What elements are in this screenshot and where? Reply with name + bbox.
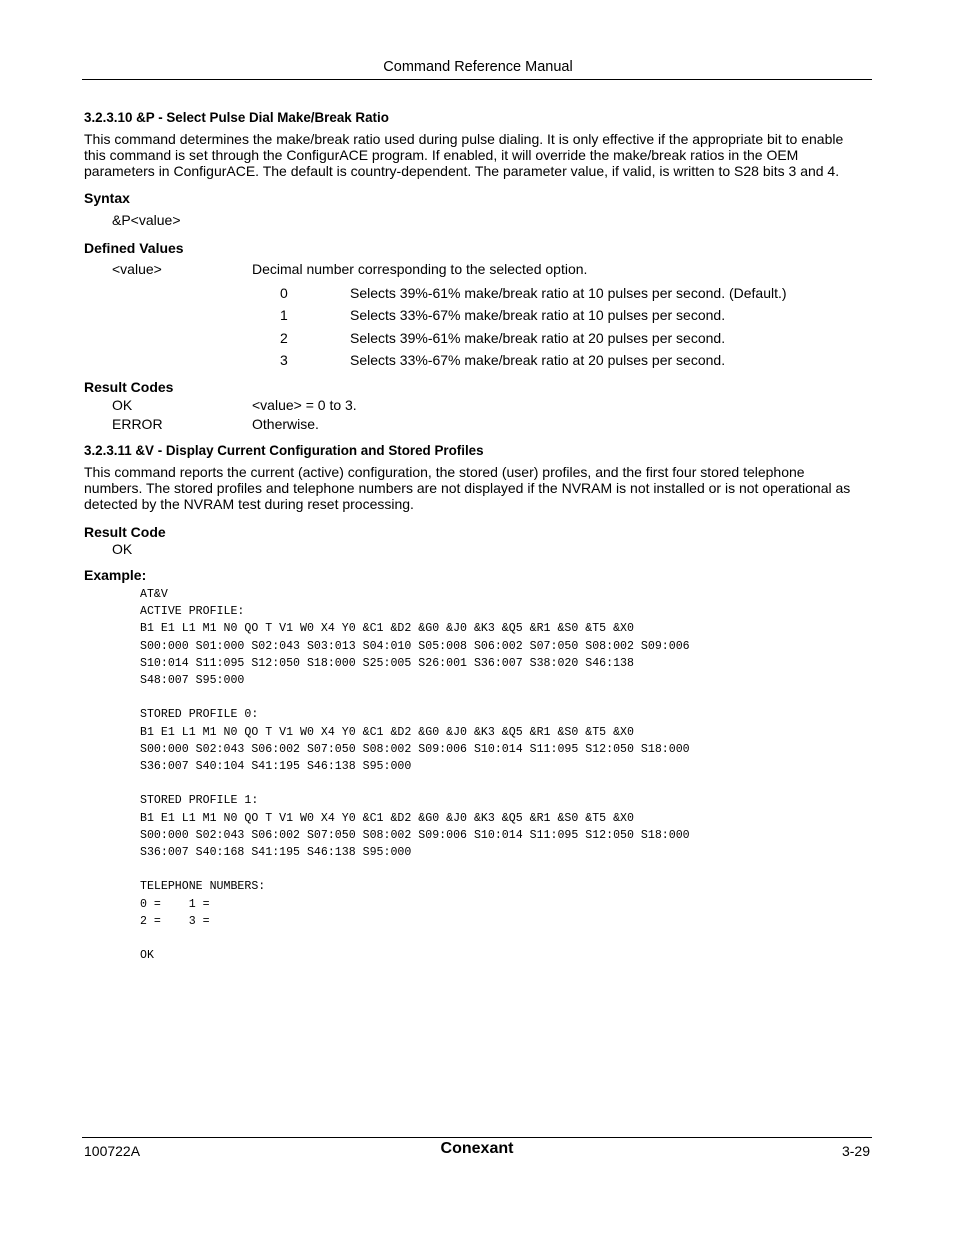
result-code-label: Result Code [84,524,166,540]
section-heading-pulse-dial: 3.2.3.10 &P - Select Pulse Dial Make/Break Ratio [84,110,389,125]
result-code: OK [112,397,133,413]
option-description: Selects 39%-61% make/break ratio at 10 pulses per second. (Default.) [350,285,787,301]
option-code: 1 [280,307,288,323]
footer-company: Conexant [440,1140,514,1157]
syntax-label: Syntax [84,190,130,206]
option-description: Selects 33%-67% make/break ratio at 10 pulses per second. [350,307,726,323]
footer-rule [82,1137,872,1138]
result-codes-label: Result Codes [84,379,174,395]
result-code: ERROR [112,416,163,432]
value-parameter-description: Decimal number corresponding to the selected option. [252,261,588,277]
header-rule [82,79,872,80]
option-code: 2 [280,330,288,346]
example-output: AT&V ACTIVE PROFILE: B1 E1 L1 M1 N0 QO T V1 W0 X4 Y0 &C1 &D2 &G0 &J0 &K3 &Q5 &R1 &S0 &T5 &X0 S00:000 S01:000 S02:043 S03:013 S04:010 S05:008 S06:002 S07:050 S08:002 S09:006 S10:014 S11:095 S12:050 S18:000 S25:005 S26:001 S36:007 S38:020 S46:138 S48:007 S95:000 STORED PROFILE 0: B1 E1 L1 M1 N0 QO T V1 W0 X4 Y0 &C1 &D2 &G0 &J0 &K3 &Q5 &R1 &S0 &T5 &X0 S00:000 S02:043 S06:002 S07:050 S08:002 S09:006 S10:014 S11:095 S12:050 S18:000 S36:007 S40:104 S41:195 S46:138 S95:000 STORED PROFILE 1: B1 E1 L1 M1 N0 QO T V1 W0 X4 Y0 &C1 &D2 &G0 &J0 &K3 &Q5 &R1 &S0 &T5 &X0 S00:000 S02:043 S06:002 S07:050 S08:002 S09:006 S10:014 S11:095 S12:050 S18:000 S36:007 S40:168 S41:195 S46:138 S95:000 TELEPHONE NUMBERS: 0 = 1 = 2 = 3 = OK [140,588,690,963]
option-code: 0 [280,285,288,301]
option-description: Selects 33%-67% make/break ratio at 20 pulses per second. [350,352,726,368]
result-description: <value> = 0 to 3. [252,397,357,413]
result-description: Otherwise. [252,416,319,432]
running-header: Command Reference Manual [383,59,573,75]
result-code-value: OK [112,541,133,557]
syntax-value: &P<value> [112,212,181,228]
defined-values-label: Defined Values [84,240,184,256]
section-body-display-config: This command reports the current (active) configuration, the stored (user) profiles, and the first four stored telephone numbers. The stored profiles and telephone numbers are not displayed if the NVRAM is not installed or is not operational as detected by the NVRAM test during reset processing. [84,464,851,512]
value-parameter-name: <value> [112,261,162,277]
section-heading-display-config: 3.2.3.11 &V - Display Current Configuration and Stored Profiles [84,443,484,458]
footer-doc-number: 100722A [84,1143,141,1159]
footer-page-number: 3-29 [841,1143,870,1159]
option-description: Selects 39%-61% make/break ratio at 20 pulses per second. [350,330,726,346]
section-body-pulse-dial: This command determines the make/break ratio used during pulse dialing. It is only effective if the appropriate bit to enable this command is set through the ConfigurACE program. If enabled, it will override the make/break ratios in the OEM parameters in ConfigurACE. The default is country-dependent. The parameter value, if valid, is written to S28 bits 3 and 4. [84,131,844,179]
option-code: 3 [280,352,288,368]
example-label: Example: [84,567,147,583]
